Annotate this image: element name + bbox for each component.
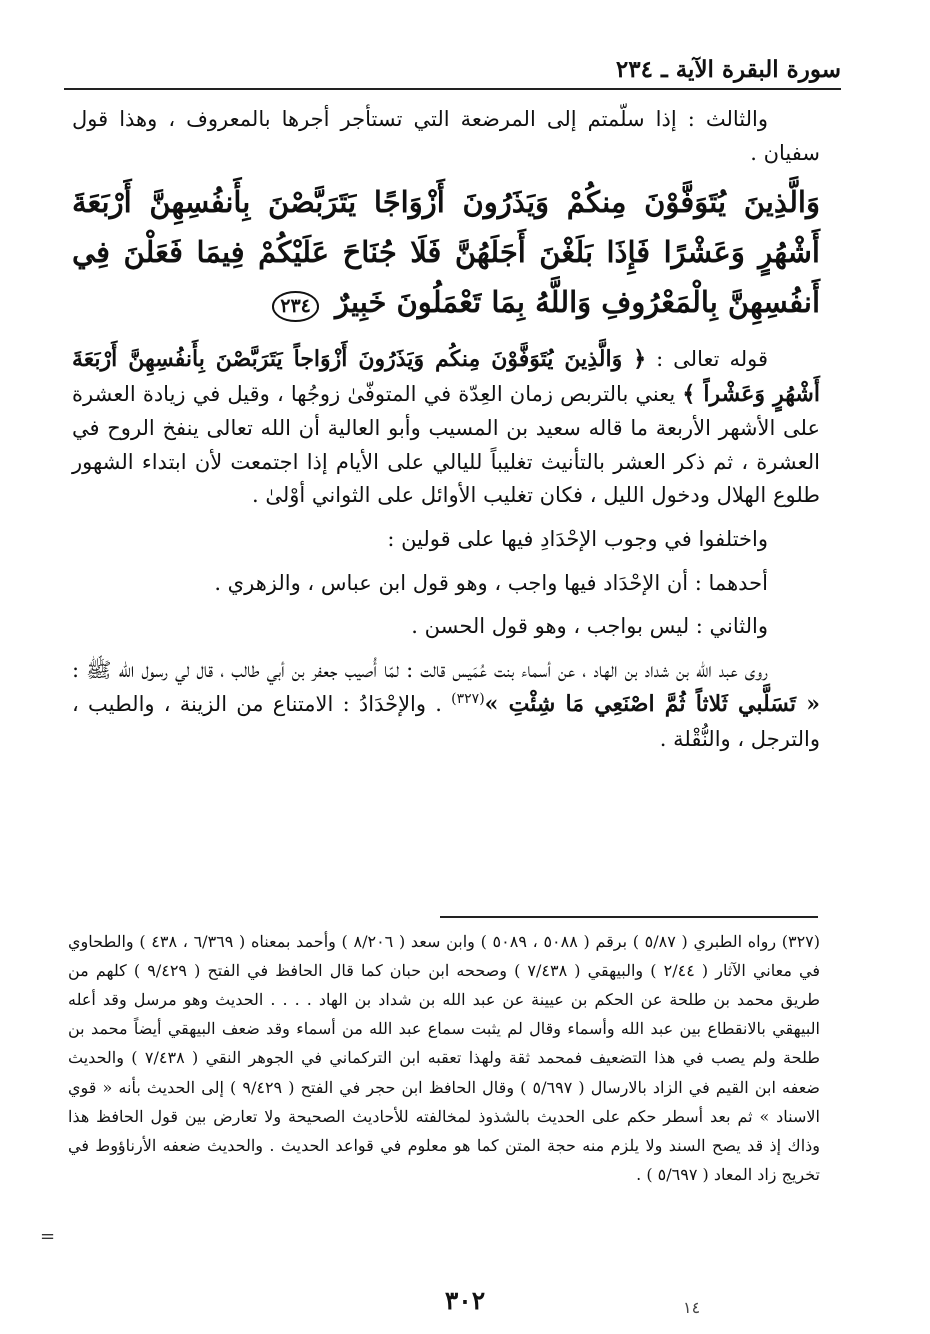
header-title: سورة البقرة الآية ـ ٢٣٤ <box>615 56 841 83</box>
commentary-intro: قوله تعالى : <box>656 346 768 371</box>
paragraph-commentary <box>72 342 820 513</box>
footnotes <box>68 927 820 1189</box>
hadith-narration: روى عبد الله بن شداد بن الهاد ، عن أسماء بنت عُمَيس قالت : لمّا أُصيب جعفر بن أبي طالب ، قال لي رسول الله ﷺ : <box>72 657 768 682</box>
page-number: ٣٠٢ <box>444 1286 486 1315</box>
paragraph-second-opinion: والثاني : ليس بواجب ، وهو قول الحسن . <box>411 614 768 639</box>
hadith-definition: . والإحْدَادُ : الامتناع من الزينة ، والطيب ، والترجل ، والنُّقْلة . <box>72 692 820 751</box>
footnote-327: (٣٢٧) رواه الطبري ( ٥/٨٧ ) برقم ( ٥٠٨٨ ، ٥٠٨٩ ) وابن سعد ( ٨/٢٠٦ ) وأحمد بمعناه ( ٦/٣٦٩ ، ٤٣٨ ) والطحاوي في معاني الآثار ( ٢/٤٤ ) والبيهقي ( ٧/٤٣٨ ) وصححه ابن حبان كما قال الحافظ في الفتح ( ٩/٤٢٩ ) كلهم من طريق محمد بن طلحة عن الحكم بن عيينة عن عبد الله بن شداد بن الهاد . . . . الحديث وهو مرسل وقد أعله البيهقي بالانقطاع بين عبد الله وأسماء وقال لم يثبت سماع عبد الله من أسماء وقد ضعف البيهقي أيضاً محمد بن طلحة ولم يصب في هذا التضعيف فمحمد ثقة ولهذا تعقبه ابن التركماني في الجوهر النقي ( ٧/٤٣٨ ) والحديث ضعفه ابن القيم في الزاد بالارسال ( ٥/٦٩٧ ) وقال الحافظ ابن حجر في الفتح ( ٩/٤٢٩ ) إلى الحديث بأنه « قوي الاسناد » ثم بعد أسطر حكم على الحديث بالشذوذ لمخالفته للأحاديث الصحيحة ولا تعارض بين قول الحافظ هذا وذاك إذ قد يصح السند ولا يلزم منه حجة المتن كما هو معلوم في قواعد الحديث . والحديث ضعفه الأرناؤوط في تخريج زاد المعاد ( ٥/٦٩٧ ) . <box>68 932 821 1184</box>
hadith-quote: « تَسَلَّبي ثَلاثاً ثُمَّ اصْنَعِي مَا شِئْتِ » <box>484 691 820 718</box>
edge-mark: ١٤ <box>683 1298 701 1317</box>
paragraph-disagreement: واختلفوا في وجوب الإحْدَادِ فيها على قولين : <box>387 526 768 551</box>
paragraph-first-opinion: أحدهما : أن الإحْدَاد فيها واجب ، وهو قول ابن عباس ، والزهري . <box>214 570 768 595</box>
footnote-reference[interactable]: (٣٢٧) <box>451 691 485 708</box>
header-rule <box>64 88 841 90</box>
verse-number-mark: ٢٣٤ <box>272 291 319 322</box>
margin-mark: = <box>40 1226 56 1247</box>
main-text <box>72 103 820 756</box>
commentary-verse-quote: ﴿ وَالَّذِينَ يُتَوَفَّوْنَ مِنكُم وَيَذَرُونَ أَزْوَاجاً يَتَرَبَّصْنَ بِأَنفُسِهِنَّ أَرْبَعَةَ أَشْهُرٍ وَعَشْراً ﴾ <box>72 345 820 407</box>
quran-verse-text: وَالَّذِينَ يُتَوَفَّوْنَ مِنكُمْ وَيَذَرُونَ أَزْوَاجًا يَتَرَبَّصْنَ بِأَنفُسِهِنَّ أَرْبَعَةَ أَشْهُرٍ وَعَشْرًا فَإِذَا بَلَغْنَ أَجَلَهُنَّ فَلَا جُنَاحَ عَلَيْكُمْ فِيمَا فَعَلْنَ فِي أَنفُسِهِنَّ بِالْمَعْرُوفِ وَاللَّهُ بِمَا تَعْمَلُونَ خَبِيرٌ <box>72 185 820 319</box>
footnote-separator <box>440 916 818 918</box>
quran-verse-block <box>72 178 820 328</box>
running-header <box>64 52 841 88</box>
paragraph-third-opinion: والثالث : إذا سلّمتم إلى المرضعة التي تستأجر أجرها بالمعروف ، وهذا قول سفيان . <box>72 107 820 165</box>
commentary-rest: يعني بالتربص زمان العِدّة في المتوفّىٰ زوجُها ، وقيل في زيادة العشرة على الأشهر الأربعة ما قاله سعيد بن المسيب وأبو العالية أن الله تعالى ينفخ الروح في العشرة ، ثم ذكر العشر بالتأنيث تغليباً لليالي على الأيام إذا اجتمعت لأن ابتداء الشهور طلوع الهلال ودخول الليل ، فكان تغليب الأوائل على الثواني أوْلىٰ . <box>72 382 820 508</box>
paragraph-hadith <box>72 654 820 756</box>
